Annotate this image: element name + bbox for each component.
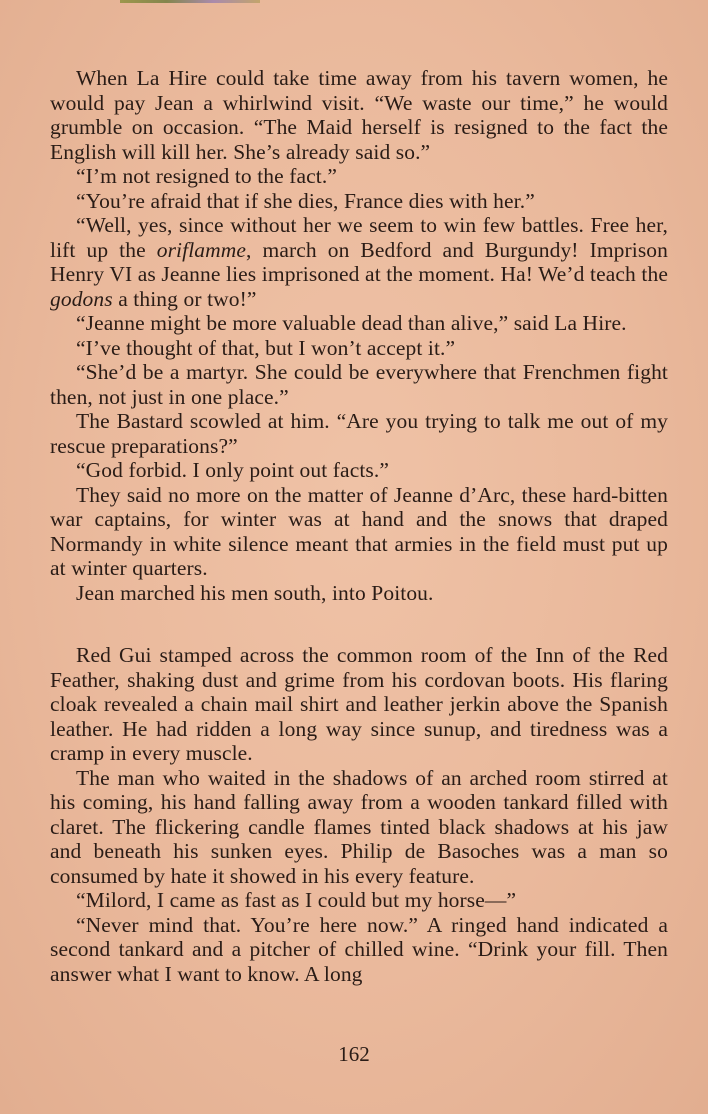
paragraph: They said no more on the matter of Jeanne d’Arc, these hard-bitten war captains, for winter was at hand and the snows that draped Normandy in white silence meant that armies in the field must put up at winter quarters. xyxy=(50,482,668,580)
paragraph: “Jeanne might be more valuable dead than alive,” said La Hire. xyxy=(76,311,627,335)
paragraph: “She’d be a martyr. She could be everywhere that Frenchmen fight then, not just in one place.” xyxy=(50,360,668,409)
page-edge-stain xyxy=(120,0,260,3)
italic-term: oriflamme xyxy=(156,237,247,262)
paragraph: The Bastard scowled at him. “Are you trying to talk me out of my rescue preparations?” xyxy=(50,409,668,458)
section-break xyxy=(50,605,668,643)
paragraph: “I’ve thought of that, but I won’t accept it.” xyxy=(76,335,456,360)
paragraph: Red Gui stamped across the common room of the Inn of the Red Feather, shaking dust and grime from his cordovan boots. His flaring cloak revealed a chain mail shirt and leather jerkin above the Spanish leather. He had ridden a long way since sunup, and tiredness was a cramp in every muscle. xyxy=(50,643,668,765)
paragraph: “God forbid. I only point out facts.” xyxy=(76,458,389,482)
body-text xyxy=(50,66,668,986)
paragraph: “Milord, I came as fast as I could but my horse—” xyxy=(76,888,517,912)
paragraph: Jean marched his men south, into Poitou. xyxy=(76,580,434,605)
italic-term: godons xyxy=(50,286,113,311)
paragraph: When La Hire could take time away from his tavern women, he would pay Jean a whirlwind visit. “We waste our time,” he would grumble on occasion. “The Maid herself is resigned to the fact the English will kill her. She’s already said so.” xyxy=(50,66,668,164)
paragraph: The man who waited in the shadows of an arched room stirred at his coming, his hand falling away from a wooden tankard filled with claret. The flickering candle flames tinted black shadows at his jaw and beneath his sunken eyes. Philip de Basoches was a man so consumed by hate it showed in his every feature. xyxy=(50,765,668,888)
paragraph: “You’re afraid that if she dies, France dies with her.” xyxy=(76,188,535,213)
paragraph: “I’m not resigned to the fact.” xyxy=(76,164,337,188)
page-number: 162 xyxy=(338,1042,370,1066)
paragraph: “Well, yes, since without her we seem to win few battles. Free her, lift up the oriflamme, march on Bedford and Burgundy! Imprison Henry VI as Jeanne lies imprisoned at the moment. Ha! We’d teach the godons a thing or two!” xyxy=(50,213,668,311)
paragraph: “Never mind that. You’re here now.” A ringed hand indicated a second tankard and a pitcher of chilled wine. “Drink your fill. Then answer what I want to know. A long xyxy=(50,912,668,986)
